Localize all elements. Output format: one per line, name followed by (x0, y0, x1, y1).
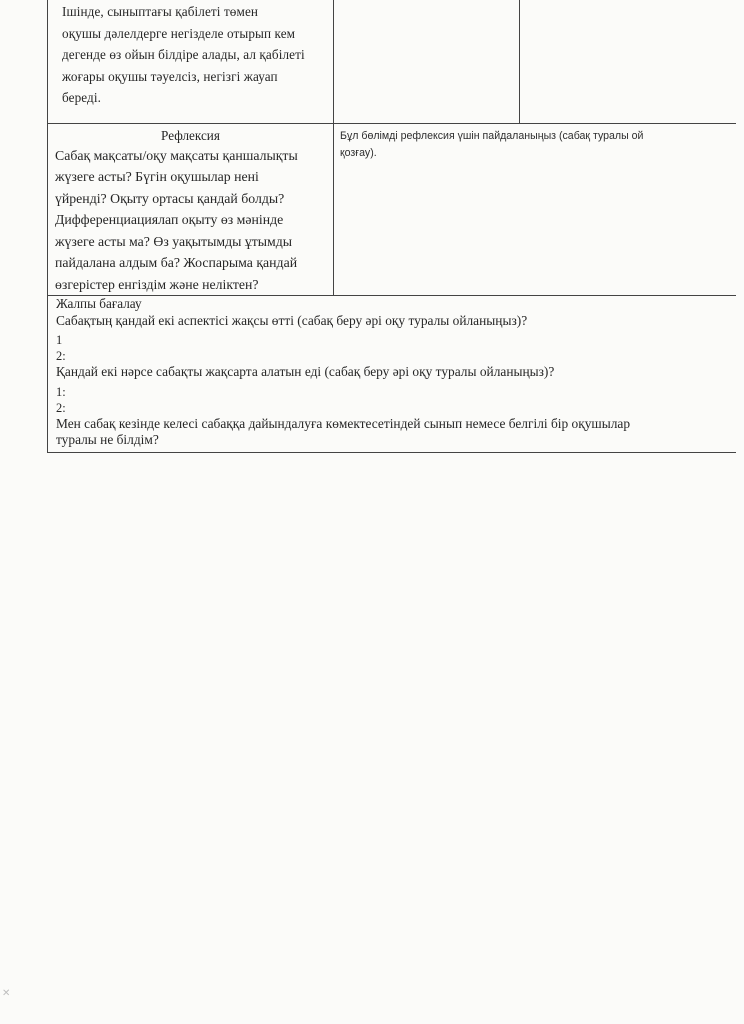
continuation-line: Ішінде, сыныптағы қабілеті төмен (62, 4, 259, 19)
reflection-notes-cell (334, 123, 736, 296)
answer-1-2: 2: (56, 349, 66, 363)
reflection-prompt-cell (48, 123, 334, 296)
question-2: Қандай екі нәрсе сабақты жақсарта алатын еді (сабақ беру әрі оқу туралы ойланыңыз)? (56, 364, 555, 379)
question-1: Сабақтың қандай екі аспектісі жақсы өтті (сабақ беру әрі оқу туралы ойланыңыз)? (56, 312, 528, 328)
reflection-line: үйренді? Оқыту ортасы қандай болды? (55, 190, 285, 206)
scan-artifact: ✕ (2, 988, 11, 999)
empty-cell-right (520, 0, 736, 123)
reflection-note (334, 124, 736, 162)
reflection-line: өзгерістер енгіздім және неліктен? (55, 276, 259, 292)
continuation-line: оқушы дәлелдерге негізделе отырып кем (62, 25, 296, 41)
continuation-cell (48, 0, 334, 123)
question-3-line-1: Мен сабақ кезінде келесі сабаққа дайындалуға көмектесетіндей сынып немесе белгілі бір оқушылар (56, 415, 631, 431)
overall-assessment-row (48, 296, 736, 453)
reflection-row (48, 123, 736, 296)
reflection-line: Дифференциациялап оқыту өз мәнінде (55, 212, 284, 227)
overall-assessment-cell (48, 296, 736, 453)
continuation-line: береді. (62, 90, 102, 105)
reflection-line: жүзеге асты ма? Өз уақытымды ұтымды (55, 233, 293, 249)
reflection-line: пайдалана алдым ба? Жоспарыма қандай (55, 255, 298, 270)
continuation-row (48, 0, 736, 123)
question-3-line-2: туралы не білдім? (56, 432, 159, 447)
reflection-heading: Рефлексия (161, 127, 220, 143)
reflection-note-line: қозғау). (340, 146, 377, 159)
overall-heading: Жалпы бағалау (56, 296, 142, 311)
continuation-line: жоғары оқушы тәуелсіз, негізгі жауап (62, 68, 278, 84)
reflection-line: жүзеге асты? Бүгін оқушылар нені (55, 169, 259, 184)
reflection-note-line: Бұл бөлімді рефлексия үшін пайдаланыңыз (сабақ туралы ой (340, 129, 644, 142)
lesson-plan-table (47, 0, 736, 453)
answer-1-1: 1 (56, 333, 63, 347)
continuation-line: дегенде өз ойын білдіре алады, ал қабілеті (62, 47, 305, 62)
overall-assessment (48, 296, 736, 449)
reflection-questions (48, 144, 333, 296)
answer-2-1: 1: (56, 384, 66, 399)
empty-cell-middle (334, 0, 520, 123)
answer-2-2: 2: (56, 400, 66, 415)
reflection-line: Сабақ мақсаты/оқу мақсаты қаншалықты (55, 147, 298, 163)
continuation-text (48, 0, 333, 109)
